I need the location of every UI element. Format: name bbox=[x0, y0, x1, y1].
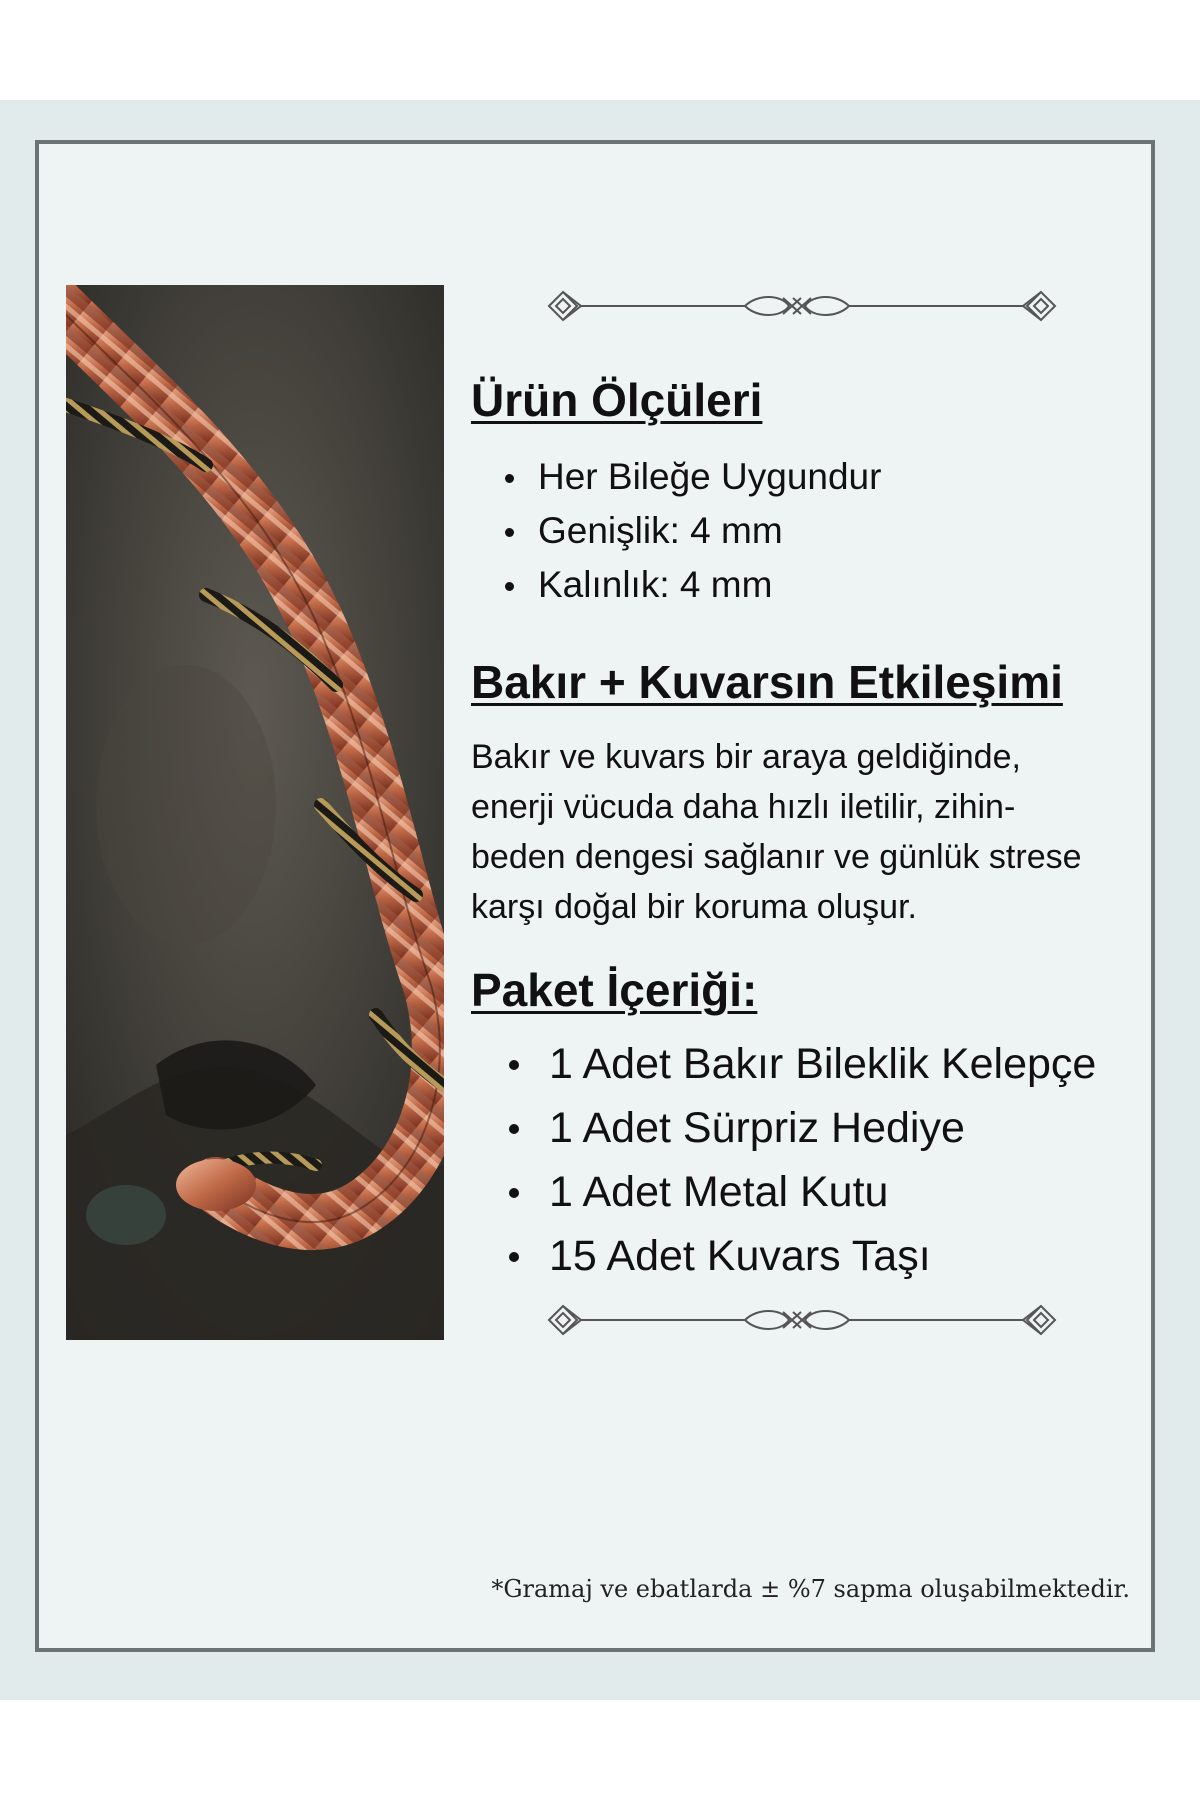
info-content bbox=[471, 370, 1151, 1288]
paragraph-line: Bakır ve kuvars bir araya geldiğinde, bbox=[471, 738, 1021, 776]
package-list bbox=[471, 1032, 1151, 1288]
package-item: 1 Adet Metal Kutu bbox=[471, 1160, 1151, 1224]
bracelet-photo bbox=[66, 285, 444, 1340]
interaction-paragraph bbox=[471, 732, 1136, 932]
measurement-item: Genişlik: 4 mm bbox=[471, 504, 1151, 558]
paragraph-line: beden dengesi sağlanır ve günlük strese bbox=[471, 838, 1082, 876]
package-item: 1 Adet Bakır Bileklik Kelepçe bbox=[471, 1032, 1151, 1096]
measurement-item: Her Bileğe Uygundur bbox=[471, 450, 1151, 504]
package-item: 15 Adet Kuvars Taşı bbox=[471, 1224, 1151, 1288]
interaction-title: Bakır + Kuvarsın Etkileşimi bbox=[471, 656, 1063, 708]
paragraph-line: karşı doğal bir koruma oluşur. bbox=[471, 888, 917, 926]
ornament-divider-top bbox=[547, 284, 1057, 328]
package-title: Paket İçeriği: bbox=[471, 964, 758, 1016]
ornament-divider-bottom bbox=[547, 1298, 1057, 1342]
package-item: 1 Adet Sürpriz Hediye bbox=[471, 1096, 1151, 1160]
paragraph-line: enerji vücuda daha hızlı iletilir, zihin- bbox=[471, 788, 1016, 826]
measurement-item: Kalınlık: 4 mm bbox=[471, 558, 1151, 612]
measurements-title: Ürün Ölçüleri bbox=[471, 374, 763, 426]
tolerance-footnote: *Gramaj ve ebatlarda ± %7 sapma oluşabilmektedir. bbox=[491, 1575, 1130, 1603]
measurements-list bbox=[471, 450, 1151, 612]
